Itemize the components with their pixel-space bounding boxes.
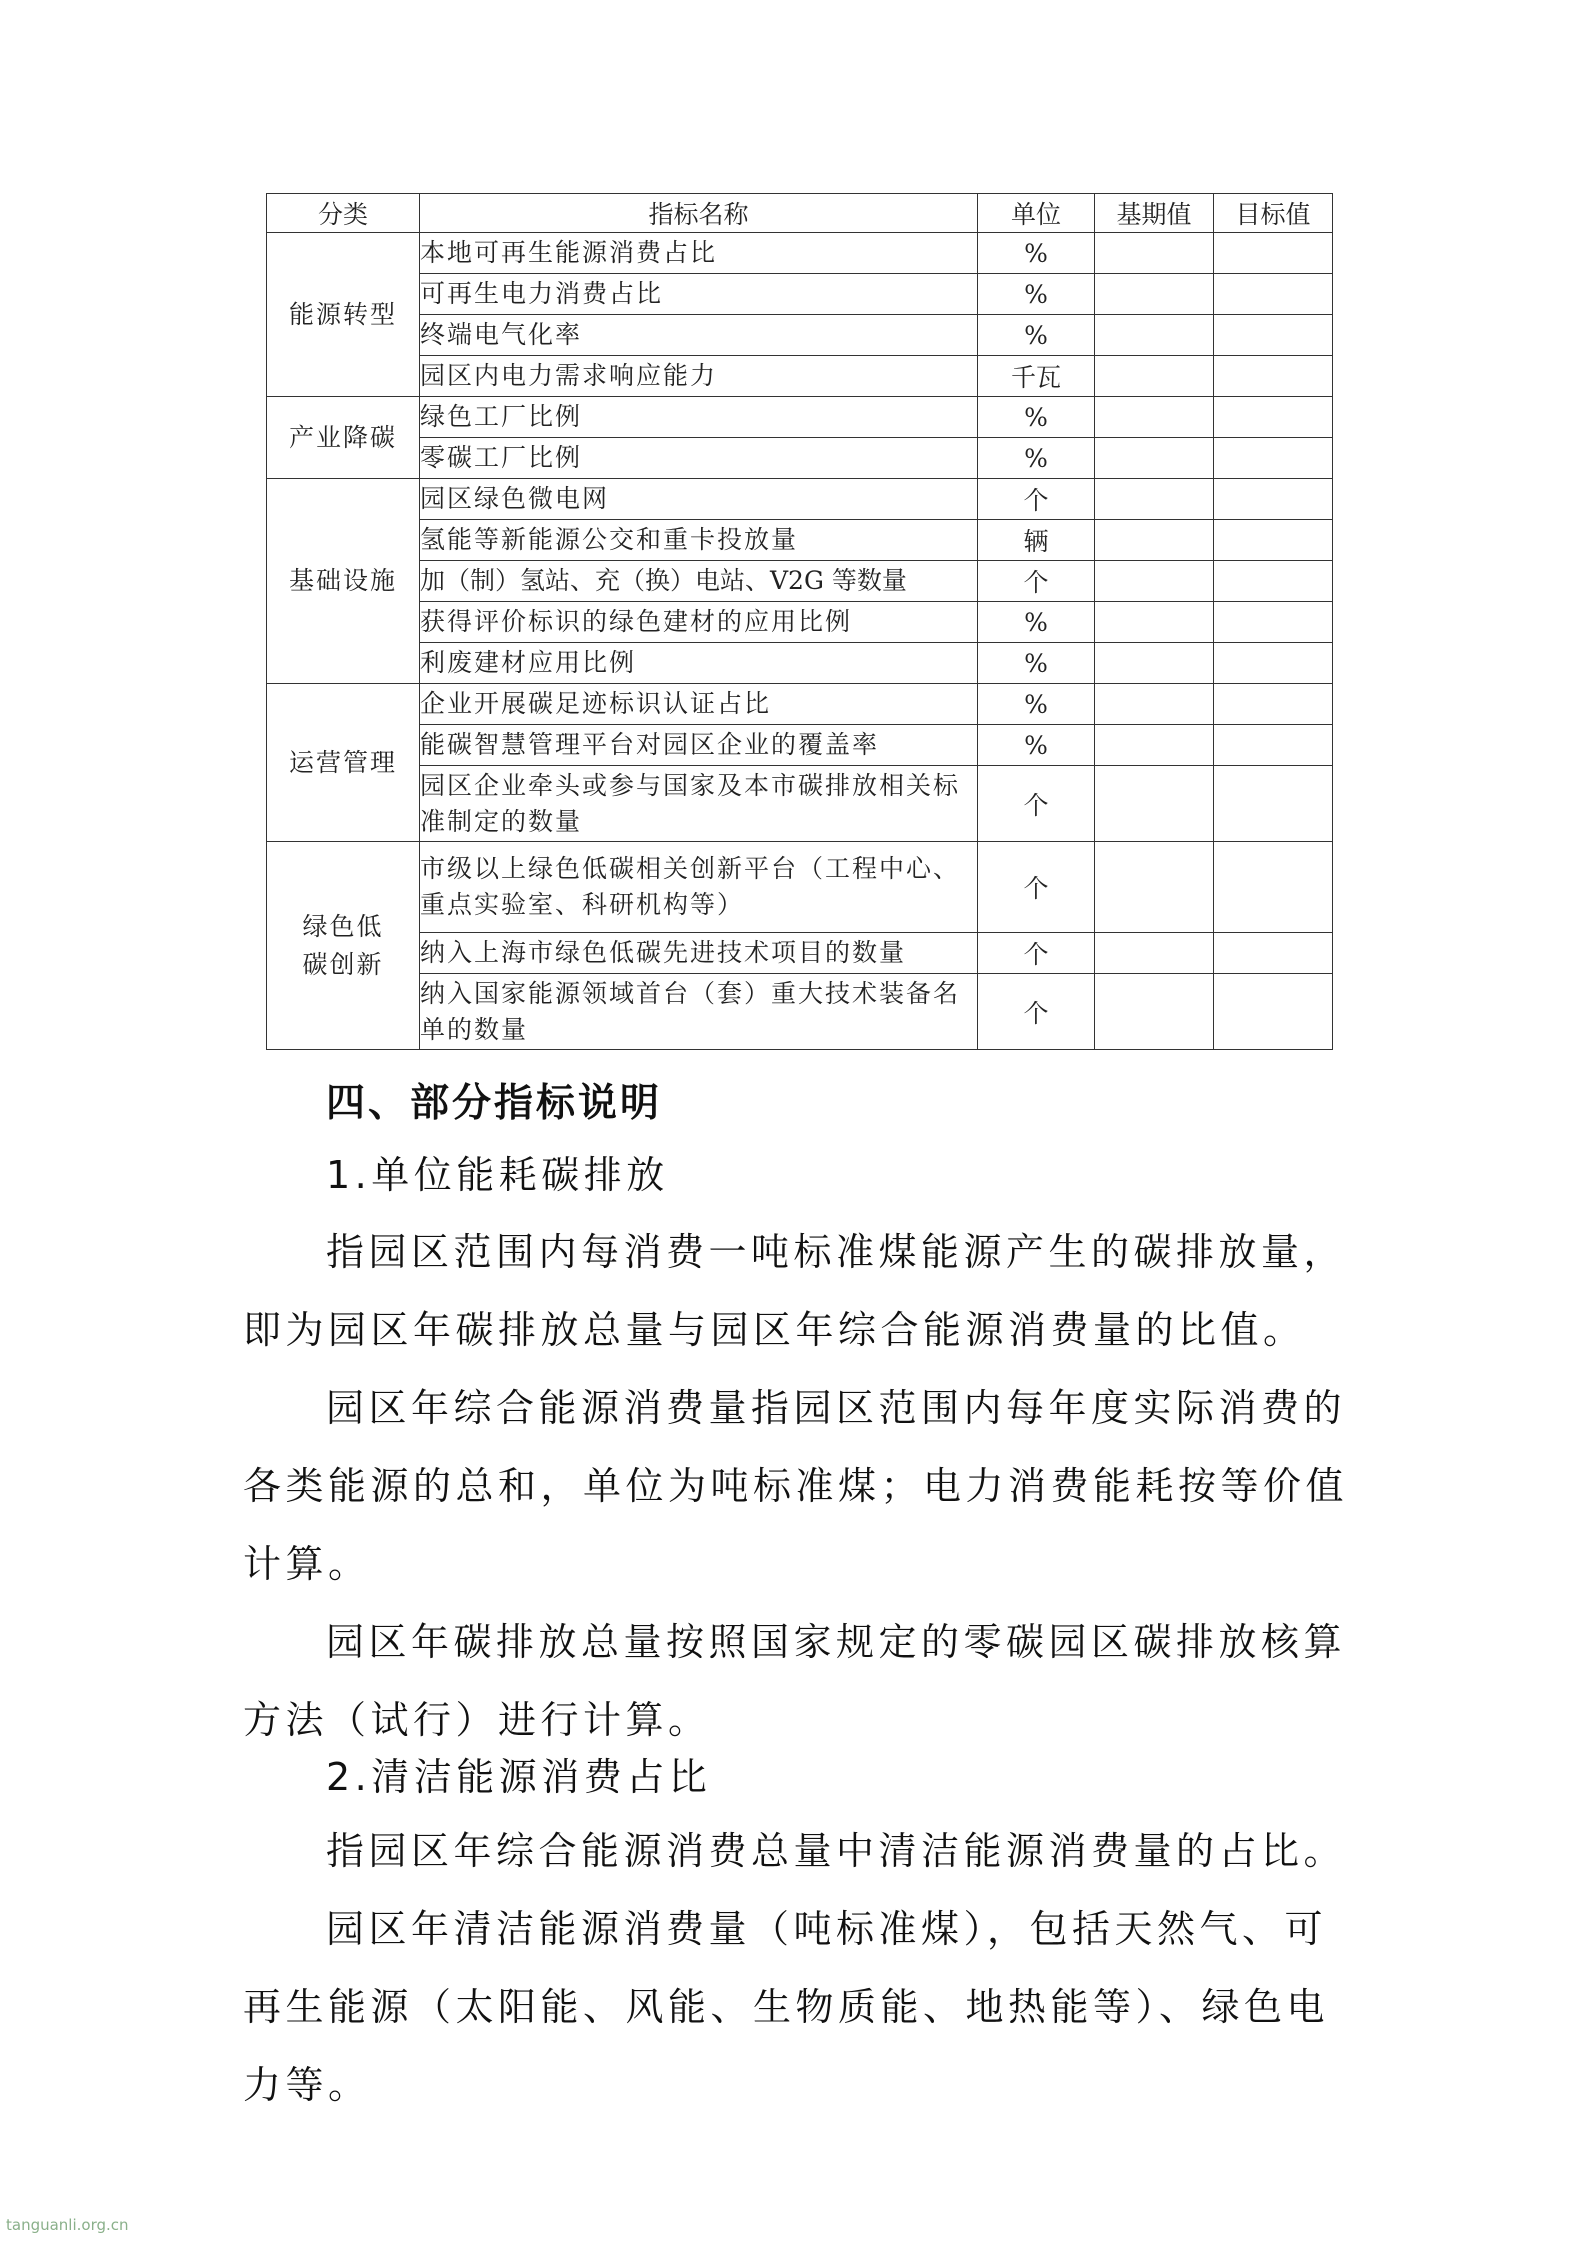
indicator-name: 终端电气化率 bbox=[420, 315, 978, 356]
target-value-cell bbox=[1214, 233, 1333, 274]
indicator-name: 加（制）氢站、充（换）电站、V2G 等数量 bbox=[420, 561, 978, 602]
table-row bbox=[267, 842, 1333, 933]
indicator-unit: 个 bbox=[978, 561, 1095, 602]
indicator-name: 获得评价标识的绿色建材的应用比例 bbox=[420, 602, 978, 643]
indicator-name: 本地可再生能源消费占比 bbox=[420, 233, 978, 274]
target-value-cell bbox=[1214, 643, 1333, 684]
indicator-name: 企业开展碳足迹标识认证占比 bbox=[420, 684, 978, 725]
table-row bbox=[267, 315, 1333, 356]
table-row bbox=[267, 725, 1333, 766]
table-row bbox=[267, 356, 1333, 397]
target-value-cell bbox=[1214, 561, 1333, 602]
table-header-row bbox=[267, 194, 1333, 233]
base-value-cell bbox=[1095, 933, 1214, 974]
indicator-unit: 个 bbox=[978, 974, 1095, 1050]
category-cell: 能源转型 bbox=[267, 233, 420, 397]
base-value-cell bbox=[1095, 438, 1214, 479]
target-value-cell bbox=[1214, 356, 1333, 397]
paragraph: 指园区范围内每消费一吨标准煤能源产生的碳排放量，即为园区年碳排放总量与园区年综合能源消费量的比值。 bbox=[243, 1230, 1347, 1352]
header-target-value: 目标值 bbox=[1214, 194, 1333, 233]
table-row bbox=[267, 643, 1333, 684]
indicator-name: 纳入上海市绿色低碳先进技术项目的数量 bbox=[420, 933, 978, 974]
paragraph: 指园区年综合能源消费总量中清洁能源消费量的占比。 bbox=[326, 1829, 1347, 1873]
indicator-unit: % bbox=[978, 233, 1095, 274]
header-indicator-name: 指标名称 bbox=[420, 194, 978, 233]
paragraph: 园区年碳排放总量按照国家规定的零碳园区碳排放核算方法（试行）进行计算。 bbox=[243, 1620, 1347, 1742]
base-value-cell bbox=[1095, 479, 1214, 520]
indicator-name: 纳入国家能源领域首台（套）重大技术装备名单的数量 bbox=[420, 974, 978, 1050]
indicator-name: 园区企业牵头或参与国家及本市碳排放相关标准制定的数量 bbox=[420, 766, 978, 842]
base-value-cell bbox=[1095, 233, 1214, 274]
category-cell: 绿色低碳创新 bbox=[267, 842, 420, 1050]
table-row bbox=[267, 766, 1333, 842]
indicator-name: 市级以上绿色低碳相关创新平台（工程中心、重点实验室、科研机构等） bbox=[420, 842, 978, 933]
table-row bbox=[267, 974, 1333, 1050]
table-row bbox=[267, 684, 1333, 725]
base-value-cell bbox=[1095, 684, 1214, 725]
target-value-cell bbox=[1214, 479, 1333, 520]
header-unit: 单位 bbox=[978, 194, 1095, 233]
table-row bbox=[267, 438, 1333, 479]
indicator-unit: 个 bbox=[978, 842, 1095, 933]
indicator-name: 利废建材应用比例 bbox=[420, 643, 978, 684]
table-row bbox=[267, 397, 1333, 438]
item-1-body bbox=[243, 1213, 1355, 1759]
target-value-cell bbox=[1214, 725, 1333, 766]
watermark: tanguanli.org.cn bbox=[6, 2216, 129, 2234]
paragraph: 园区年清洁能源消费量（吨标准煤），包括天然气、可再生能源（太阳能、风能、生物质能、地热能等）、绿色电力等。 bbox=[243, 1907, 1330, 2107]
category-cell: 运营管理 bbox=[267, 684, 420, 842]
table-row bbox=[267, 479, 1333, 520]
base-value-cell bbox=[1095, 274, 1214, 315]
section-heading: 四、部分指标说明 bbox=[326, 1081, 663, 1126]
indicator-unit: % bbox=[978, 274, 1095, 315]
target-value-cell bbox=[1214, 520, 1333, 561]
table-row bbox=[267, 520, 1333, 561]
table-row bbox=[267, 233, 1333, 274]
target-value-cell bbox=[1214, 274, 1333, 315]
target-value-cell bbox=[1214, 974, 1333, 1050]
target-value-cell bbox=[1214, 766, 1333, 842]
indicator-table bbox=[266, 193, 1333, 1050]
indicator-name: 园区内电力需求响应能力 bbox=[420, 356, 978, 397]
base-value-cell bbox=[1095, 974, 1214, 1050]
item-1-title: 1.单位能耗碳排放 bbox=[326, 1153, 669, 1197]
base-value-cell bbox=[1095, 520, 1214, 561]
header-base-value: 基期值 bbox=[1095, 194, 1214, 233]
indicator-name: 零碳工厂比例 bbox=[420, 438, 978, 479]
target-value-cell bbox=[1214, 602, 1333, 643]
indicator-unit: 千瓦 bbox=[978, 356, 1095, 397]
item-2-title: 2.清洁能源消费占比 bbox=[326, 1755, 712, 1799]
indicator-name: 园区绿色微电网 bbox=[420, 479, 978, 520]
indicator-name: 可再生电力消费占比 bbox=[420, 274, 978, 315]
target-value-cell bbox=[1214, 684, 1333, 725]
base-value-cell bbox=[1095, 602, 1214, 643]
indicator-name: 能碳智慧管理平台对园区企业的覆盖率 bbox=[420, 725, 978, 766]
base-value-cell bbox=[1095, 643, 1214, 684]
target-value-cell bbox=[1214, 397, 1333, 438]
base-value-cell bbox=[1095, 561, 1214, 602]
base-value-cell bbox=[1095, 356, 1214, 397]
base-value-cell bbox=[1095, 315, 1214, 356]
table-row bbox=[267, 274, 1333, 315]
target-value-cell bbox=[1214, 933, 1333, 974]
table-row bbox=[267, 561, 1333, 602]
category-cell: 基础设施 bbox=[267, 479, 420, 684]
target-value-cell bbox=[1214, 842, 1333, 933]
indicator-unit: % bbox=[978, 438, 1095, 479]
base-value-cell bbox=[1095, 725, 1214, 766]
indicator-name: 氢能等新能源公交和重卡投放量 bbox=[420, 520, 978, 561]
indicator-unit: % bbox=[978, 397, 1095, 438]
paragraph: 园区年综合能源消费量指园区范围内每年度实际消费的各类能源的总和，单位为吨标准煤；电力消费能耗按等价值计算。 bbox=[243, 1386, 1349, 1586]
base-value-cell bbox=[1095, 842, 1214, 933]
base-value-cell bbox=[1095, 766, 1214, 842]
indicator-unit: 个 bbox=[978, 479, 1095, 520]
item-2-body bbox=[243, 1812, 1355, 2124]
indicator-unit: % bbox=[978, 643, 1095, 684]
indicator-unit: % bbox=[978, 315, 1095, 356]
indicator-unit: 个 bbox=[978, 933, 1095, 974]
category-cell: 产业降碳 bbox=[267, 397, 420, 479]
header-category: 分类 bbox=[267, 194, 420, 233]
table-row bbox=[267, 933, 1333, 974]
indicator-unit: 个 bbox=[978, 766, 1095, 842]
indicator-unit: % bbox=[978, 602, 1095, 643]
target-value-cell bbox=[1214, 315, 1333, 356]
base-value-cell bbox=[1095, 397, 1214, 438]
target-value-cell bbox=[1214, 438, 1333, 479]
table-row bbox=[267, 602, 1333, 643]
indicator-unit: 辆 bbox=[978, 520, 1095, 561]
indicator-unit: % bbox=[978, 684, 1095, 725]
indicator-unit: % bbox=[978, 725, 1095, 766]
indicator-name: 绿色工厂比例 bbox=[420, 397, 978, 438]
